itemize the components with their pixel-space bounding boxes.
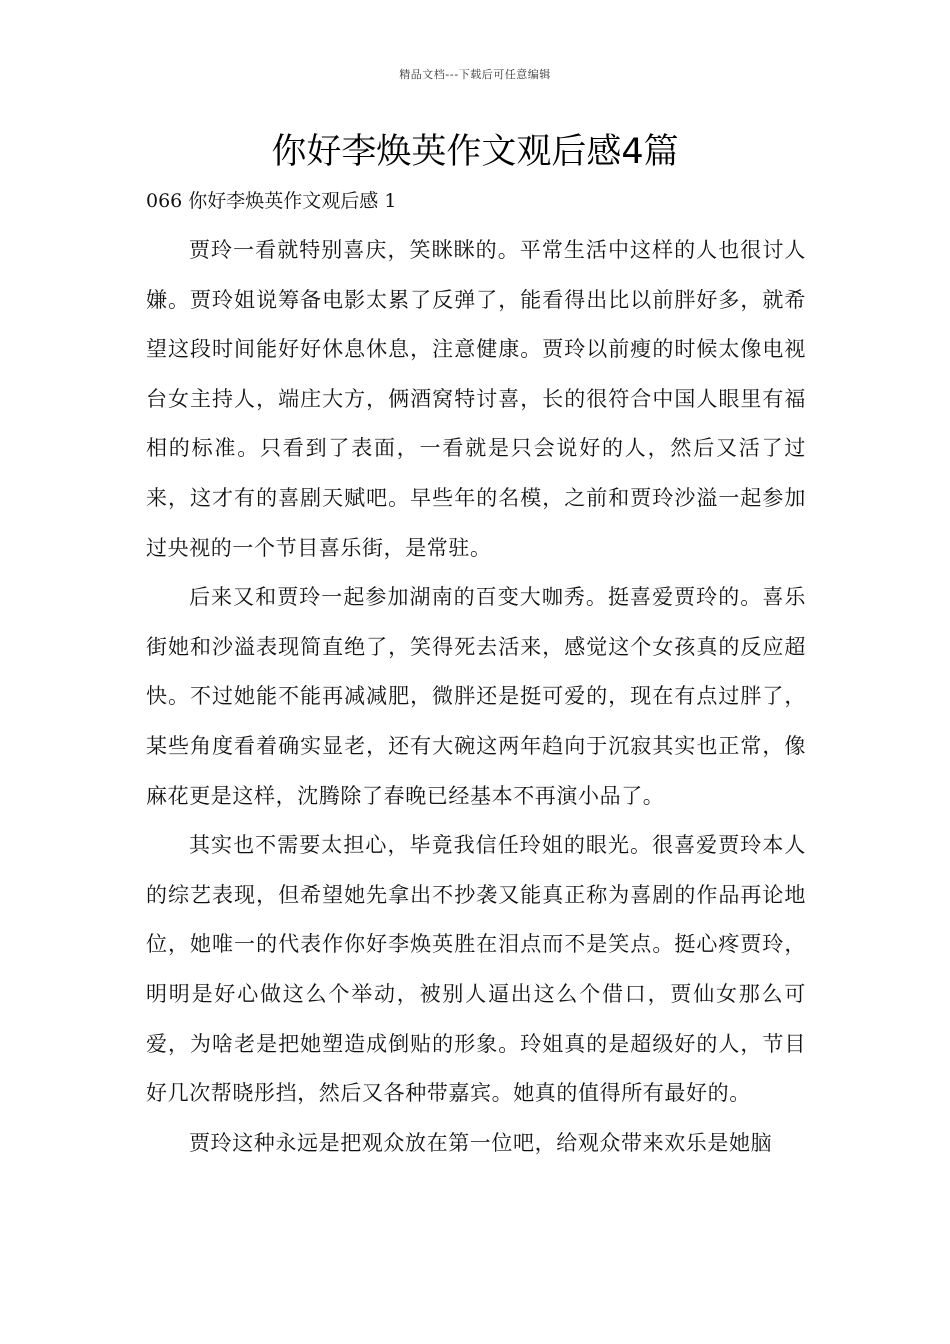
paragraph: 后来又和贾玲一起参加湖南的百变大咖秀。挺喜爱贾玲的。喜乐街她和沙溢表现简直绝了，笑得死去活来，感觉这个女孩真的反应超快。不过她能不能再减减肥，微胖还是挺可爱的，现在有点过胖了，某些角度看着确实显老，还有大碗这两年趋向于沉寂其实也正常，像麻花更是这样，沈腾除了春晚已经基本不再演小品了。 [146,585,806,808]
section-heading: 066 你好李焕英作文观后感 1 [146,190,397,212]
document-title: 你好李焕英作文观后感4篇 [271,132,679,172]
paragraph: 贾玲这种永远是把观众放在第一位吧，给观众带来欢乐是她脑 [189,1130,773,1155]
paragraph: 贾玲一看就特别喜庆，笑眯眯的。平常生活中这样的人也很讨人嫌。贾玲姐说筹备电影太累了反弹了，能看得出比以前胖好多，就希望这段时间能好好休息休息，注意健康。贾玲以前瘦的时候太像电视台女主持人，端庄大方，俩酒窝特讨喜，长的很符合中国人眼里有福相的标准。只看到了表面，一看就是只会说好的人，然后又活了过来，这才有的喜剧天赋吧。早些年的名模，之前和贾玲沙溢一起参加过央视的一个节目喜乐街，是常驻。 [146,238,806,560]
header-note: 精品文档---下载后可任意编辑 [399,68,551,81]
paragraph: 其实也不需要太担心，毕竟我信任玲姐的眼光。很喜爱贾玲本人的综艺表现，但希望她先拿出不抄袭又能真正称为喜剧的作品再论地位，她唯一的代表作你好李焕英胜在泪点而不是笑点。挺心疼贾玲，明明是好心做这么个举动，被别人逼出这么个借口，贾仙女那么可爱，为啥老是把她塑造成倒贴的形象。玲姐真的是超级好的人，节目好几次帮晓彤挡，然后又各种带嘉宾。她真的值得所有最好的。 [146,833,806,1106]
document-body [146,226,806,1168]
